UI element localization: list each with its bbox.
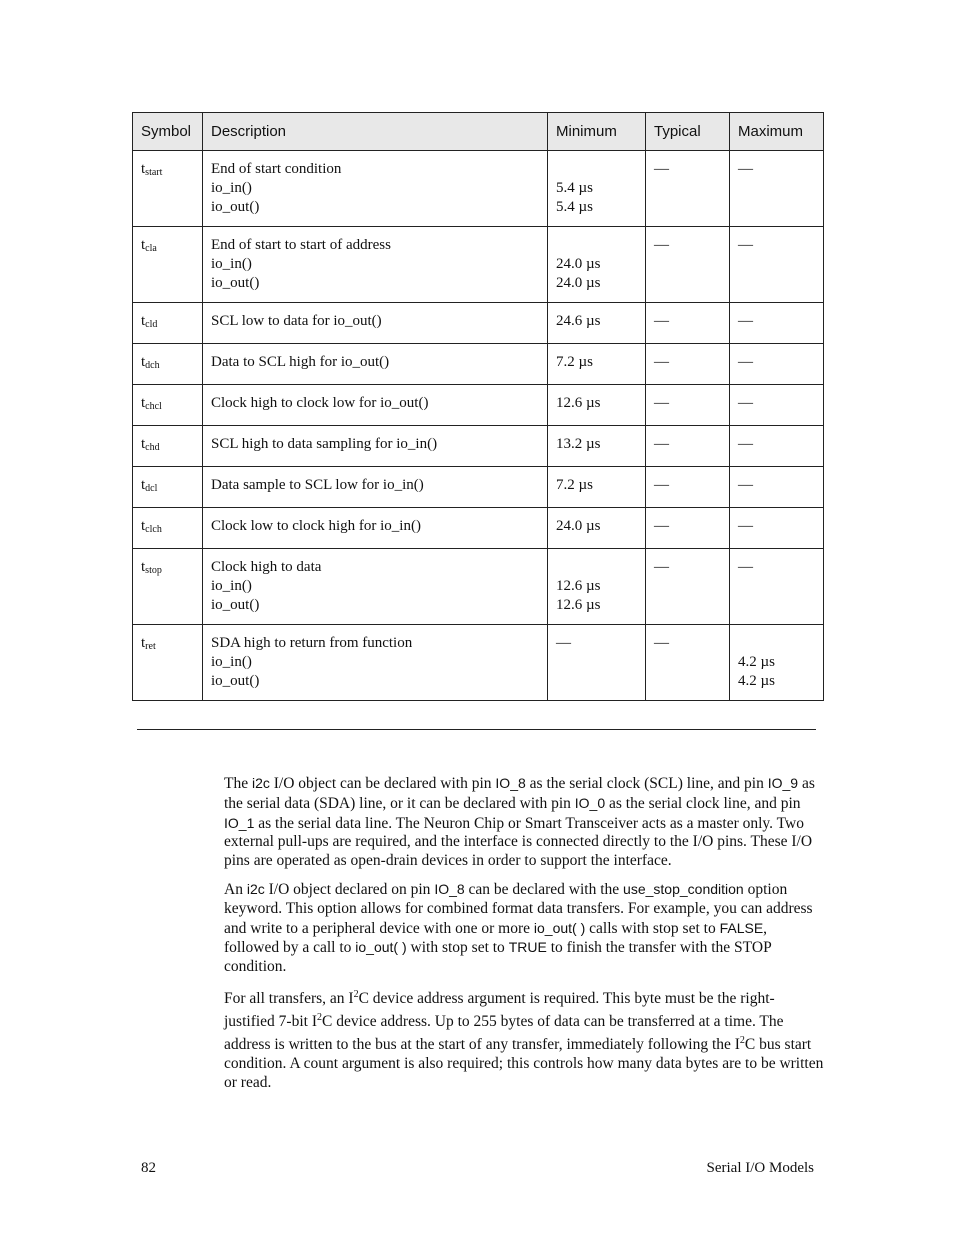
max-cell: — <box>730 227 824 303</box>
symbol-cell: $t_{start}$ <box>133 151 203 227</box>
typ-cell: — <box>646 385 730 426</box>
typ-cell: — <box>646 303 730 344</box>
header-maximum: Maximum <box>730 113 824 151</box>
header-description: Description <box>203 113 548 151</box>
paragraph-3: For all transfers, an $I^2C$ device address argument is required. This byte must be the right-justified 7-bit $I^2C$ device address. Up to 255 bytes of data can be transferred at a time. The address is written to the bus at the start of any transfer, immediately following the $I^2C$ bus start condition. A count argument is also required; this controls how many data bytes are to be written or read. <box>224 988 824 1091</box>
paragraph-2: An i2c I/O object declared on pin IO_8 can be declared with the use_stop_condition option keyword. This option allows for combined format data transfers. For example, you can address and write to a peripheral device with one or more io_out( ) calls with stop set to FALSE, followed by a call to io_out( ) with stop set to TRUE to finish the transfer with the STOP condition. <box>224 880 813 976</box>
typ-cell: — <box>646 151 730 227</box>
page-number: 82 <box>141 1160 156 1176</box>
table-row <box>133 303 824 344</box>
body-text <box>224 774 824 1101</box>
min-cell: 7.2 µs <box>548 467 646 508</box>
desc-cell: End of start to start of address io_in() io_out() <box>203 227 548 303</box>
min-cell: 5.4 µs 5.4 µs <box>548 151 646 227</box>
symbol-cell: $t_{dcl}$ <box>133 467 203 508</box>
symbol-cell: $t_{ret}$ <box>133 625 203 701</box>
table-row <box>133 467 824 508</box>
desc-cell: Data sample to SCL low for io_in() <box>203 467 548 508</box>
table-body <box>133 151 824 701</box>
desc-cell: Clock low to clock high for io_in() <box>203 508 548 549</box>
typ-cell: — <box>646 625 730 701</box>
header-typical: Typical <box>646 113 730 151</box>
desc-cell: Clock high to data io_in() io_out() <box>203 549 548 625</box>
paragraph-1: The i2c I/O object can be declared with pin IO_8 as the serial clock (SCL) line, and pin IO_9 as the serial data (SDA) line, or it can be declared with pin IO_0 as the serial clock line, and pin IO_1 as the serial data line. The Neuron Chip or Smart Transceiver acts as a master only. Two external pull-ups are required, and the interface is connected directly to the I/O pins. These I/O pins are operated as open-drain devices in order to support the interface. <box>224 775 815 870</box>
desc-cell: SDA high to return from function io_in() io_out() <box>203 625 548 701</box>
table-row <box>133 549 824 625</box>
min-cell: 12.6 µs 12.6 µs <box>548 549 646 625</box>
min-cell: 24.0 µs <box>548 508 646 549</box>
timing-table <box>132 112 824 701</box>
desc-cell: SCL high to data sampling for io_in() <box>203 426 548 467</box>
desc-cell: Data to SCL high for io_out() <box>203 344 548 385</box>
min-cell: 24.0 µs 24.0 µs <box>548 227 646 303</box>
max-cell: — <box>730 151 824 227</box>
section-divider <box>137 729 816 730</box>
symbol-cell: $t_{chcl}$ <box>133 385 203 426</box>
table-row <box>133 385 824 426</box>
max-cell: — <box>730 426 824 467</box>
section-name: Serial I/O Models <box>706 1160 814 1176</box>
max-cell: — <box>730 549 824 625</box>
min-cell: 12.6 µs <box>548 385 646 426</box>
table-row <box>133 508 824 549</box>
symbol-cell: $t_{dch}$ <box>133 344 203 385</box>
symbol-cell: $t_{cld}$ <box>133 303 203 344</box>
typ-cell: — <box>646 467 730 508</box>
table-row <box>133 625 824 701</box>
table-row <box>133 151 824 227</box>
typ-cell: — <box>646 344 730 385</box>
typ-cell: — <box>646 426 730 467</box>
min-cell: 7.2 µs <box>548 344 646 385</box>
desc-cell: Clock high to clock low for io_out() <box>203 385 548 426</box>
typ-cell: — <box>646 227 730 303</box>
typ-cell: — <box>646 508 730 549</box>
max-cell: — <box>730 508 824 549</box>
max-cell: 4.2 µs 4.2 µs <box>730 625 824 701</box>
min-cell: 24.6 µs <box>548 303 646 344</box>
typ-cell: — <box>646 549 730 625</box>
desc-cell: SCL low to data for io_out() <box>203 303 548 344</box>
symbol-cell: $t_{cla}$ <box>133 227 203 303</box>
max-cell: — <box>730 385 824 426</box>
table-header-row <box>133 113 824 151</box>
table-row <box>133 426 824 467</box>
min-cell: 13.2 µs <box>548 426 646 467</box>
max-cell: — <box>730 303 824 344</box>
symbol-cell: $t_{clch}$ <box>133 508 203 549</box>
min-cell: — <box>548 625 646 701</box>
table-row <box>133 227 824 303</box>
symbol-cell: $t_{stop}$ <box>133 549 203 625</box>
max-cell: — <box>730 344 824 385</box>
table-row <box>133 344 824 385</box>
symbol-cell: $t_{chd}$ <box>133 426 203 467</box>
header-minimum: Minimum <box>548 113 646 151</box>
header-symbol: Symbol <box>133 113 203 151</box>
max-cell: — <box>730 467 824 508</box>
desc-cell: End of start condition io_in() io_out() <box>203 151 548 227</box>
